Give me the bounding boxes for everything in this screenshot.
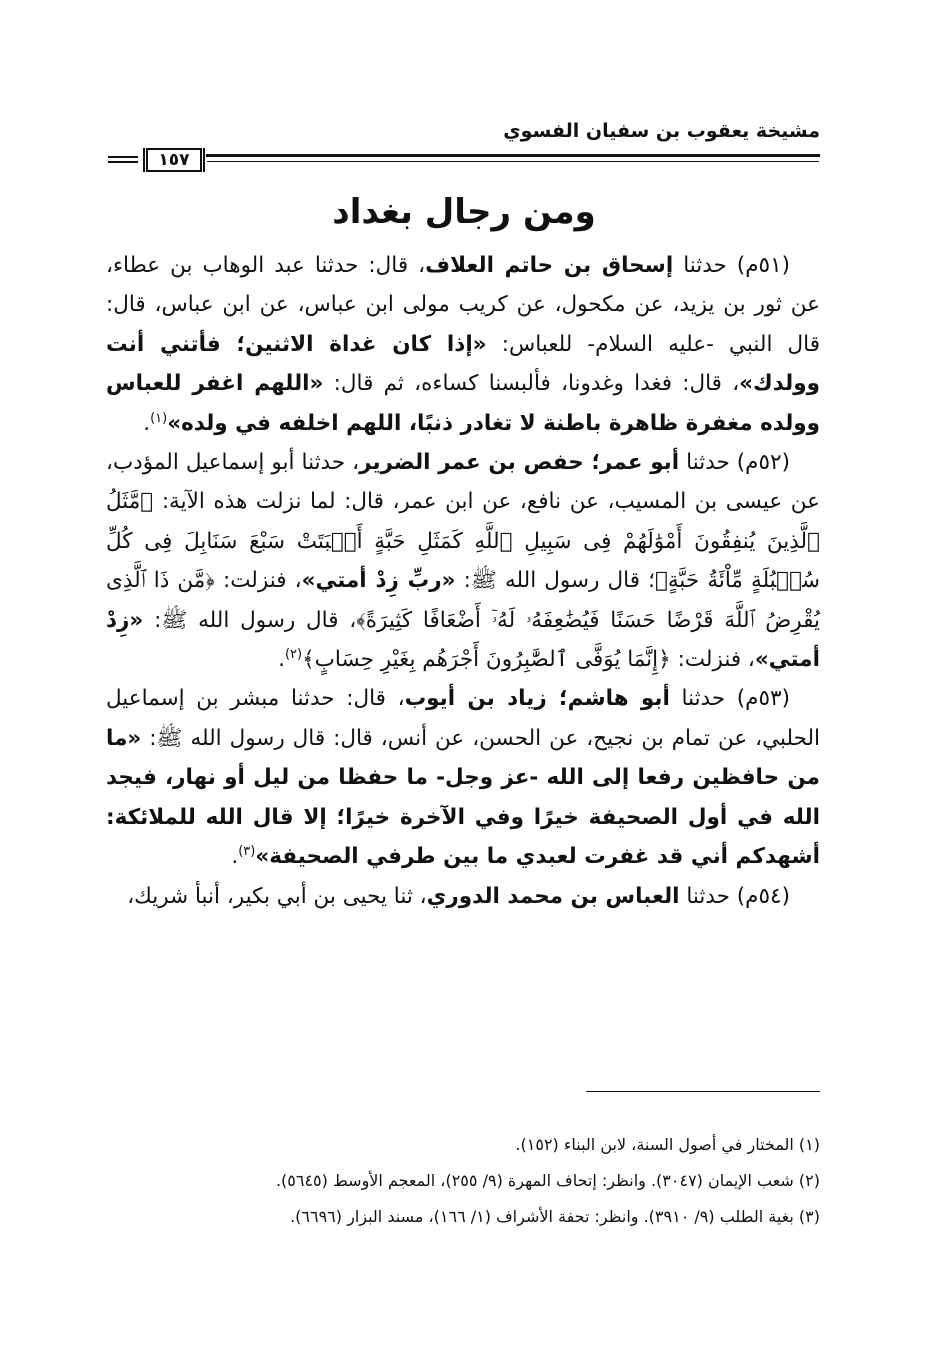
text-segment: ، قال: فغدا وغدونا، فألبسنا كساءه، ثم قال:: [323, 371, 740, 397]
main-text: [106, 246, 820, 916]
quran-verse: ﴿مَّثَلُ ٱلَّذِينَ يُنفِقُونَ أَمْوَٰلَهُمْ فِى سَبِيلِ ٱللَّهِ كَمَثَلِ حَبَّةٍ أَنۢبَتَتْ سَبْعَ سَنَابِلَ فِى كُلِّ سُنۢبُلَةٍ مِّاْئَةُ حَبَّةٍ﴾: [106, 489, 820, 594]
hadith-paragraph: [106, 877, 820, 916]
page-number: ١٥٧: [146, 148, 202, 172]
footnote-item: (٣) بغية الطلب (٩/ ٣٩١٠). وانظر: تحفة الأشراف (١/ ١٦٦)، مسند البزار (٦٦٩٦).: [290, 1207, 820, 1226]
text-segment: ، قال: حدثنا عبد الوهاب بن عطاء، عن ثور بن يزيد، عن مكحول، عن كريب مولى ابن عباس، عن ابن عباس، قال: قال النبي -عليه السلام- للعباس:: [106, 253, 820, 357]
hadith-quote: «إذا كان غداة الاثنين؛ فأتني أنت وولدك»: [106, 331, 820, 397]
text-segment: (٥٢م) حدثنا: [679, 450, 790, 476]
page-header: [108, 112, 820, 172]
hadith-quote: «ربِّ زِدْ أمتي»: [301, 568, 456, 594]
hadith-paragraph: (٥٢م) حدثنا أبو عمر؛ حفص بن عمر الضرير، حدثنا أبو إسماعيل المؤدب، عن عيسى بن المسيب، عن نافع، عن ابن عمر، قال: لما نزلت هذه الآية: ﴿مَّثَلُ ٱلَّذِينَ يُنفِقُونَ أَمْوَٰلَهُمْ فِى سَبِيلِ ٱللَّهِ كَمَثَلِ حَبَّةٍ أَنۢبَتَتْ سَبْعَ سَنَابِلَ فِى كُلِّ سُنۢبُلَةٍ مِّاْئَةُ حَبَّةٍ﴾؛ قال رسول الله ﷺ: «ربِّ زِدْ أمتي»، فنزلت: ﴿مَّن ذَا ٱلَّذِى يُقْرِضُ ٱللَّهَ قَرْضًا حَسَنًا فَيُضَٰعِفَهُۥ لَهُۥٓ أَضْعَافًا كَثِيرَةً﴾، قال رسول الله ﷺ: «زِدْ أمتي»، فنزلت: ﴿إِنَّمَا يُوَفَّى ٱلصَّٰبِرُونَ أَجْرَهُم بِغَيْرِ حِسَابٍ﴾$^{(٢)}$.: [106, 450, 820, 673]
hadith-paragraph: (٥١م) حدثنا إسحاق بن حاتم العلاف، قال: حدثنا عبد الوهاب بن عطاء، عن ثور بن يزيد، عن مكحول، عن كريب مولى ابن عباس، عن ابن عباس، قال: قال النبي -عليه السلام- للعباس: «إذا كان غداة الاثنين؛ فأتني أنت وولدك»، قال: فغدا وغدونا، فألبسنا كساءه، ثم قال: «اللهم اغفر للعباس وولده مغفرة ظاهرة باطنة لا تغادر ذنبًا، اللهم اخلفه في ولده»$^{(١)}$.: [106, 253, 820, 436]
section-title: ومن رجال بغداد: [332, 192, 596, 232]
footnote-ref[interactable]: (١): [150, 410, 168, 426]
header-rule: [108, 148, 820, 170]
narrator-name: أبو هاشم؛ زياد بن أيوب: [404, 686, 670, 712]
text-segment: (٥١م) حدثنا: [673, 253, 791, 278]
text-segment: (٥٤م) حدثنا: [679, 883, 790, 909]
quran-verse: ﴿إِنَّمَا يُوَفَّى ٱلصَّٰبِرُونَ أَجْرَهُم بِغَيْرِ حِسَابٍ﴾: [302, 647, 671, 673]
header-rule-right: [206, 154, 820, 157]
narrator-name: أبو عمر؛ حفص بن عمر الضرير: [359, 450, 680, 476]
footnote-ref[interactable]: (٢): [284, 646, 303, 662]
book-title: مشيخة يعقوب بن سفيان الفسوي: [503, 120, 820, 142]
hadith-quote: «ما من حافظين رفعا إلى الله -عز وجل- ما حفظا من ليل أو نهار، فيجد الله في أول الصحيفة خيرًا وفي الآخرة خيرًا؛ إلا قال الله للملائكة: أشهدكم أني قد غفرت لعبدي ما بين طرفي الصحيفة»: [106, 725, 820, 870]
footnotes: [108, 1127, 820, 1235]
text-segment: ، قال رسول الله ﷺ:: [143, 607, 357, 633]
text-segment: ، ثنا يحيى بن أبي بكير، أنبأ شريك،: [127, 883, 427, 909]
narrator-name: إسحاق بن حاتم العلاف: [425, 253, 674, 278]
text-segment: ، فنزلت:: [214, 568, 302, 594]
quran-verse: ﴿مَّن ذَا ٱلَّذِى يُقْرِضُ ٱللَّهَ قَرْضًا حَسَنًا فَيُضَٰعِفَهُۥ لَهُۥٓ أَضْعَافًا كَثِيرَةً﴾: [106, 568, 820, 633]
footnote-ref[interactable]: (٣): [238, 843, 256, 859]
text-segment: ، فنزلت:: [670, 647, 755, 673]
hadith-quote: «زِدْ أمتي»: [106, 607, 820, 673]
text-segment: ، قال: حدثنا مبشر بن إسماعيل الحلبي، عن تمام بن نجيح، عن الحسن، عن أنس، قال: قال رسول الله ﷺ:: [106, 686, 820, 751]
text-segment: ، حدثنا أبو إسماعيل المؤدب، عن عيسى بن المسيب، عن نافع، عن ابن عمر، قال: لما نزلت هذه الآية:: [106, 450, 820, 515]
footnote-item: (١) المختار في أصول السنة، لابن البناء (١٥٢).: [515, 1135, 820, 1154]
narrator-name: العباس بن محمد الدوري: [426, 883, 680, 909]
footnote-separator: [586, 1091, 820, 1092]
footnote-item: (٢) شعب الإيمان (٣٠٤٧). وانظر: إتحاف المهرة (٩/ ٢٥٥)، المعجم الأوسط (٥٦٤٥).: [275, 1171, 820, 1190]
hadith-paragraph: (٥٣م) حدثنا أبو هاشم؛ زياد بن أيوب، قال: حدثنا مبشر بن إسماعيل الحلبي، عن تمام بن نجيح، عن الحسن، عن أنس، قال: قال رسول الله ﷺ: «ما من حافظين رفعا إلى الله -عز وجل- ما حفظا من ليل أو نهار، فيجد الله في أول الصحيفة خيرًا وفي الآخرة خيرًا؛ إلا قال الله للملائكة: أشهدكم أني قد غفرت لعبدي ما بين طرفي الصحيفة»$^{(٣)}$.: [106, 686, 820, 870]
text-segment: ؛ قال رسول الله ﷺ:: [455, 568, 655, 594]
text-segment: (٥٣م) حدثنا: [669, 686, 790, 712]
hadith-quote: «اللهم اغفر للعباس وولده مغفرة ظاهرة باطنة لا تغادر ذنبًا، اللهم اخلفه في ولده»: [106, 371, 820, 436]
header-rule-left: [108, 156, 138, 158]
